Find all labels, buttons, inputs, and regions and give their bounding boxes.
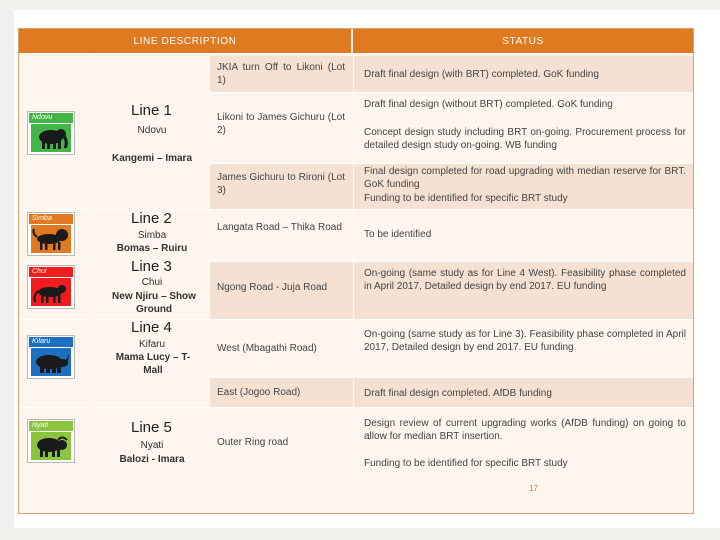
line3-alias: Chui bbox=[141, 277, 163, 288]
line5-name: Line 5 bbox=[131, 419, 172, 436]
slide-decoration-left bbox=[0, 0, 14, 540]
status-line2: To be identified bbox=[364, 229, 432, 240]
segment-outer-ring: Outer Ring road bbox=[217, 437, 289, 448]
line3-name: Line 3 bbox=[131, 258, 172, 275]
line2-logo-label: Simba bbox=[29, 214, 73, 224]
line1-logo-label: Ndovu bbox=[29, 113, 73, 123]
segment-langata-thika: Langata Road – Thika Road bbox=[217, 222, 342, 233]
line1-route: Kangemi – Imara bbox=[111, 153, 193, 164]
line5-alias: Nyati bbox=[140, 440, 164, 451]
header-line-description: LINE DESCRIPTION bbox=[19, 29, 351, 53]
status-line4-east: Draft final design completed. AfDB funding bbox=[364, 388, 552, 399]
status-lot1: Draft final design (with BRT) completed. GoK funding bbox=[364, 69, 599, 80]
status-lot2-concept: Concept design study including BRT on-going. Procurement process for detailed design study on-going. WB funding bbox=[364, 127, 686, 151]
line3-logo bbox=[27, 265, 75, 309]
grid-hline-6 bbox=[209, 377, 693, 378]
line4-alias: Kifaru bbox=[138, 339, 166, 350]
leopard-icon bbox=[31, 278, 71, 306]
segment-ngong-juja: Ngong Road - Juja Road bbox=[217, 282, 328, 293]
status-line5-review: Design review of current upgrading works (AfDB funding) on going to allow for median BRT insertion. bbox=[364, 418, 686, 442]
elephant-icon bbox=[31, 124, 71, 152]
grid-hline-2 bbox=[209, 163, 693, 164]
rhino-icon bbox=[31, 348, 71, 376]
segment-west-mbagathi: West (Mbagathi Road) bbox=[217, 343, 317, 354]
line2-logo bbox=[27, 212, 75, 256]
grid-vline-mid bbox=[209, 53, 210, 513]
line2-alias: Simba bbox=[137, 230, 167, 241]
line4-logo bbox=[27, 335, 75, 379]
line3-logo-label: Chui bbox=[29, 267, 73, 277]
status-line3: On-going (same study as for Line 4 West). Feasibility phase completed in April 2017, Detailed design by end 2017. EU funding bbox=[364, 268, 686, 292]
segment-gichuru-rironi: James Gichuru to Rironi (Lot 3) bbox=[217, 172, 345, 196]
status-line5-funding: Funding to be identified for specific BRT study bbox=[364, 458, 568, 469]
grid-hline-5 bbox=[19, 319, 693, 320]
segment-east-jogoo: East (Jogoo Road) bbox=[217, 387, 301, 398]
line1-logo bbox=[27, 111, 75, 155]
line4-route: Mama Lucy – T-Mall bbox=[115, 352, 191, 376]
lion-icon bbox=[31, 225, 71, 253]
grid-hline-1 bbox=[209, 92, 693, 93]
line5-logo-label: Nyati bbox=[29, 421, 73, 431]
line1-alias: Ndovu bbox=[137, 125, 167, 136]
line2-name: Line 2 bbox=[131, 210, 172, 227]
status-line4-west: On-going (same study as for Line 3). Feasibility phase completed in April 2017, Detailed design by end 2017. EU funding bbox=[364, 329, 686, 353]
slide-decoration-top bbox=[0, 0, 720, 10]
grid-hline-7 bbox=[19, 407, 693, 408]
segment-jkia-likoni: JKIA turn Off to Likoni (Lot 1) bbox=[217, 62, 345, 86]
grid-hline-4 bbox=[19, 261, 693, 262]
grid-vline-left bbox=[89, 53, 90, 513]
brt-status-table bbox=[18, 28, 694, 514]
status-lot2-without-brt: Draft final design (without BRT) completed. GoK funding bbox=[364, 99, 613, 110]
buffalo-icon bbox=[31, 432, 71, 460]
grid-vline-right bbox=[353, 53, 354, 513]
line1-name: Line 1 bbox=[131, 102, 172, 119]
grid-hline-3 bbox=[19, 209, 693, 210]
line4-name: Line 4 bbox=[131, 319, 172, 336]
line5-route: Balozi - Imara bbox=[119, 454, 185, 465]
slide-decoration-bottom bbox=[14, 528, 720, 540]
status-lot3-funding: Funding to be identified for specific BRT study bbox=[364, 193, 568, 204]
segment-likoni-gichuru: Likoni to James Gichuru (Lot 2) bbox=[217, 112, 345, 136]
line3-route: New Njiru – Show Ground bbox=[112, 291, 196, 315]
line2-route: Bomas – Ruiru bbox=[116, 243, 188, 254]
page-number: 17 bbox=[529, 484, 538, 493]
header-status: STATUS bbox=[353, 29, 693, 53]
line4-logo-label: Kifaru bbox=[29, 337, 73, 347]
line5-logo bbox=[27, 419, 75, 463]
status-lot3-final: Final design completed for road upgrading with median reserve for BRT. GoK funding bbox=[364, 166, 686, 190]
